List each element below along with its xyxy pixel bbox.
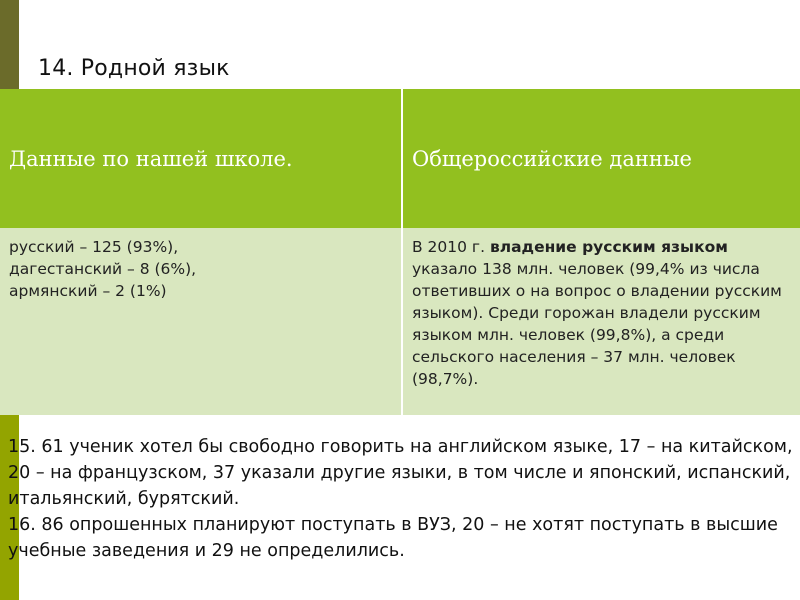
cell-russia-statistics <box>402 228 800 415</box>
russia-text-rest: указало 138 млн. человек (99,4% из числа ответивших о на вопрос о владении русским языком). Среди горожан владели русским языком млн. человек (99,8%), а среди сельского населения – 37 млн. человек (98,7%). <box>412 260 782 388</box>
cell-school-languages <box>0 228 402 415</box>
russia-text-bold: владение русским языком <box>489 238 728 256</box>
note-item-15: 15. 61 ученик хотел бы свободно говорить на английском языке, 17 – на китайском, 20 – на французском, 37 указали другие языки, в том числе и японский, испанский, итальянский, бурятский. <box>8 437 793 509</box>
language-line-armenian: армянский – 2 (1%) <box>9 282 167 300</box>
note-item-16: 16. 86 опрошенных планируют поступать в ВУЗ, 20 – не хотят поступать в высшие учебные заведения и 29 не определились. <box>8 515 778 561</box>
table-header-row <box>0 89 800 228</box>
language-line-russian: русский – 125 (93%), <box>9 238 179 256</box>
language-line-dagestani: дагестанский – 8 (6%), <box>9 260 197 278</box>
russia-text-prefix: В 2010 г. <box>412 238 490 256</box>
header-russia-data: Общероссийские данные <box>402 89 800 228</box>
header-school-data: Данные по нашей школе. <box>0 89 402 228</box>
comparison-table <box>0 89 800 415</box>
survey-notes <box>8 434 794 564</box>
table-row <box>0 228 800 415</box>
slide-title: 14. Родной язык <box>38 56 230 81</box>
